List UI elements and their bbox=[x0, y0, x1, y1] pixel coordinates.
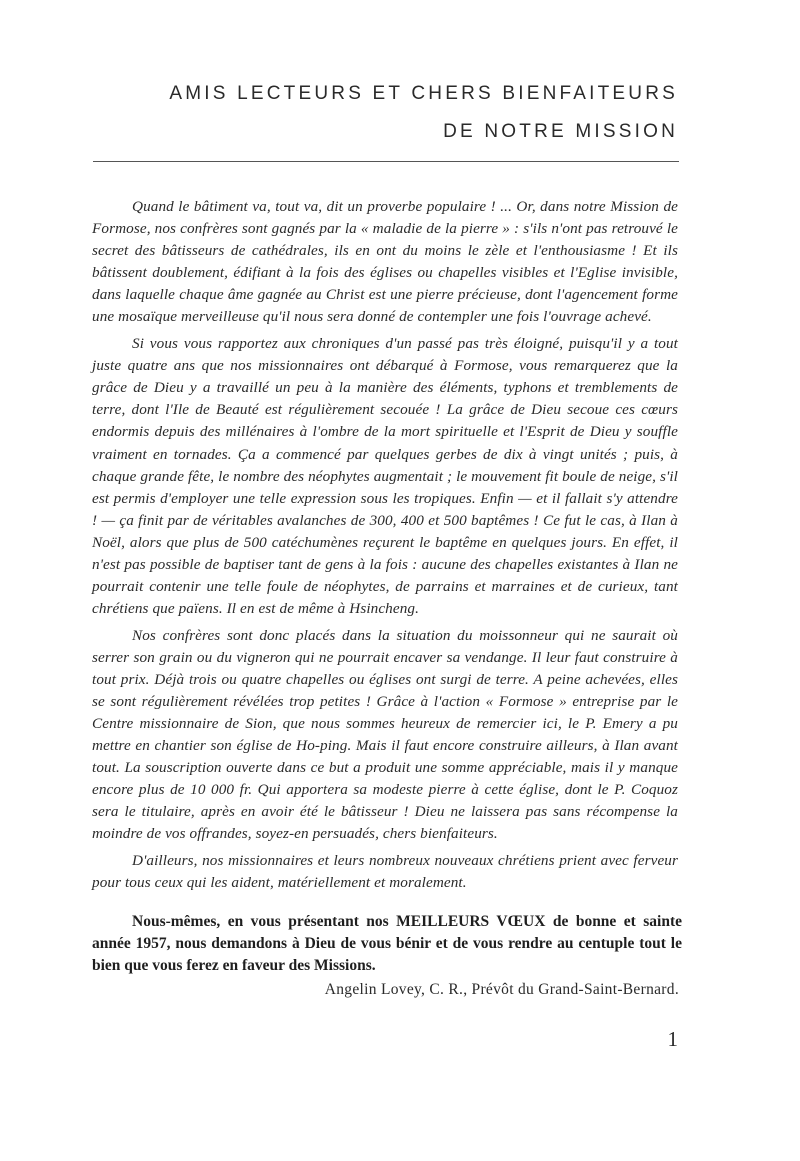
page-title-line-1: AMIS LECTEURS ET CHERS BIENFAITEURS bbox=[169, 83, 678, 104]
paragraph-3: Nos confrères sont donc placés dans la situation du moissonneur qui ne saurait où serrer son grain ou du vigneron qui ne pourrait encaver sa vendange. Il leur faut construire à tout prix. Déjà trois ou quatre chapelles ou églises ont surgi de terre. A peine achevées, elles se sont régulièrement révélées trop petites ! Grâce à l'action « Formose » entreprise par le Centre missionnaire de Sion, que nous sommes heureux de remercier ici, le P. Emery a pu mettre en chantier son église de Ho-ping. Mais il faut encore construire ailleurs, à Ilan avant tout. La souscription ouverte dans ce but a produit une somme appréciable, mais il y manque encore plus de 10 000 fr. Qui apportera sa modeste pierre à cette église, dont le P. Coquoz sera le titulaire, après en avoir été le bâtisseur ! Dieu ne laissera pas sans récompense la moindre de vos offrandes, soyez-en persuadés, chers bienfaiteurs. bbox=[92, 626, 678, 843]
title-divider bbox=[93, 161, 679, 162]
signature: Angelin Lovey, C. R., Prévôt du Grand-Saint-Bernard. bbox=[324, 981, 679, 998]
closing-paragraph: Nous-mêmes, en vous présentant nos MEILLEURS VŒUX de bonne et sainte année 1957, nous demandons à Dieu de vous bénir et de vous rendre au centuple tout le bien que vous ferez en faveur des Missions. bbox=[92, 913, 682, 974]
page-number: 1 bbox=[667, 1027, 678, 1051]
paragraph-4: D'ailleurs, nos missionnaires et leurs nombreux nouveaux chrétiens prient avec ferveur pour tous ceux qui les aident, matériellement et moralement. bbox=[92, 852, 678, 892]
paragraph-2: Si vous vous rapportez aux chroniques d'un passé pas très éloigné, puisqu'il y a tout juste quatre ans que nos missionnaires ont débarqué à Formose, vous remarquerez que la grâce de Dieu y a travaillé un peu à la manière des éléments, typhons et tremblements de terre, dont l'Ile de Beauté est régulièrement secouée ! La grâce de Dieu secoue ces cœurs endormis depuis des millénaires à l'ombre de la mort spirituelle et l'Esprit de Dieu y souffle vraiment en tornades. Ça a commencé par quelques gerbes de dix à vingt unités ; puis, à chaque grande fête, le nombre des néophytes augmentait ; le mouvement fit boule de neige, s'il est permis d'employer une telle expression sous les tropiques. Enfin — et il fallait s'y attendre ! — ça finit par de véritables avalanches de 300, 400 et 500 baptêmes ! Ce fut le cas, à Ilan à Noël, alors que plus de 500 catéchumènes reçurent le baptême en quelques jours. En effet, il n'est pas possible de baptiser tant de gens à la fois : aucune des chapelles existantes à Ilan ne pourrait contenir une telle foule de néophytes, de parrains et marraines et de curieux, tant chrétiens que païens. Il en est de même à Hsincheng. bbox=[92, 335, 678, 617]
letter-body bbox=[92, 196, 678, 899]
paragraph-1: Quand le bâtiment va, tout va, dit un proverbe populaire ! ... Or, dans notre Mission de Formose, nos confrères sont gagnés par la « maladie de la pierre » : s'ils n'ont pas retrouvé le secret des bâtisseurs de cathédrales, ils en ont du moins le zèle et l'enthousiasme ! Et ils bâtissent doublement, édifiant à la fois des églises ou chapelles visibles et l'Eglise invisible, dans laquelle chaque âme gagnée au Christ est une pierre précieuse, dont l'agencement forme une mosaïque merveilleuse qu'il nous sera donné de contempler une fois l'ouvrage achevé. bbox=[92, 198, 678, 326]
page-title-line-2: DE NOTRE MISSION bbox=[443, 121, 678, 142]
